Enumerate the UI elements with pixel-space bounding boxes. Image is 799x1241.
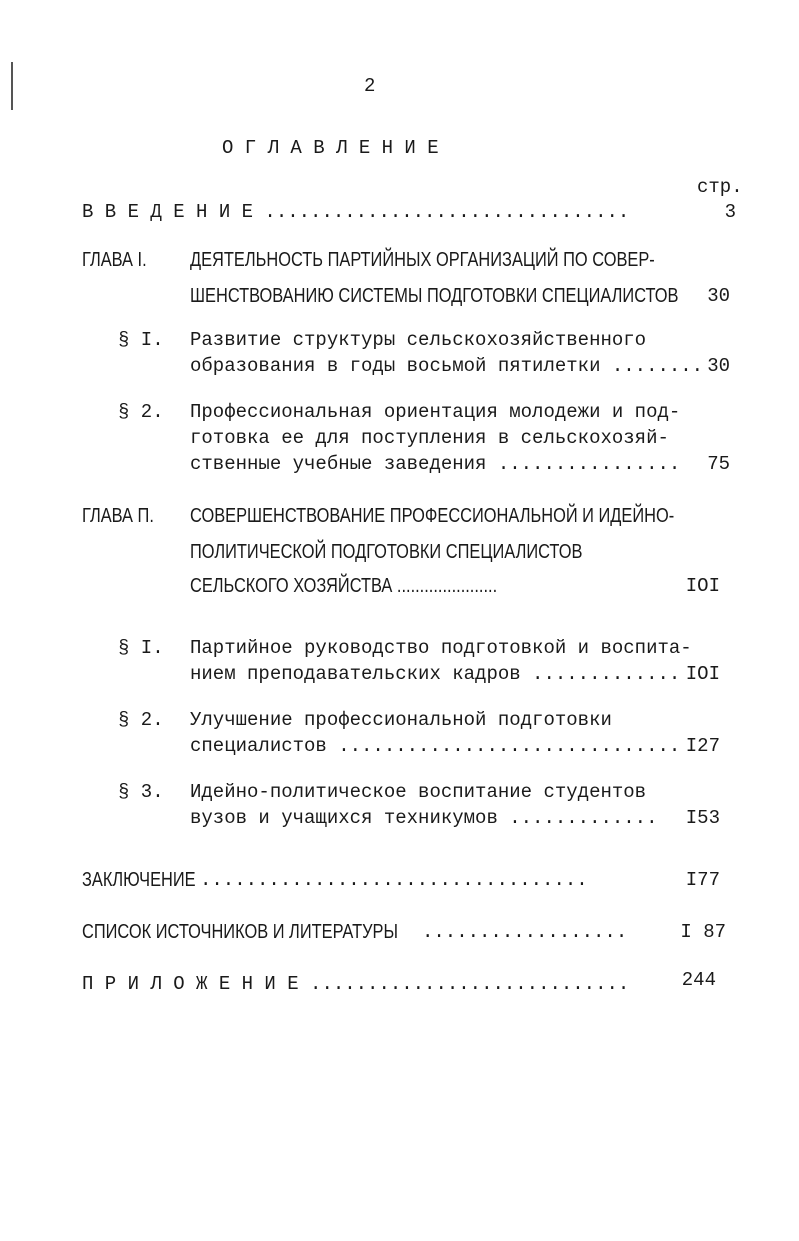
section-number: § I. — [118, 637, 164, 659]
chapter2-page: IOI — [685, 575, 720, 597]
page-number: 2 — [364, 75, 376, 97]
section-number: § 2. — [118, 401, 164, 423]
section-page: I53 — [685, 807, 720, 829]
chapter1-page: 30 — [707, 285, 730, 307]
chapter2-title-line3: СЕЛЬСКОГО ХОЗЯЙСТВА ...................... — [190, 575, 498, 597]
section-title-line1: Партийное руководство подготовкой и воспита- — [190, 637, 692, 659]
section-title-line1: Улучшение профессиональной подготовки — [190, 709, 612, 731]
chapter2-prefix: ГЛАВА П. — [82, 505, 154, 527]
sources-dots: .................. — [422, 921, 628, 943]
section-title-line2: вузов и учащихся техникумов ............. — [190, 807, 658, 829]
intro-label: В В Е Д Е Н И Е ................................ — [82, 201, 630, 223]
chapter2-title-line2: ПОЛИТИЧЕСКОЙ ПОДГОТОВКИ СПЕЦИАЛИСТОВ — [190, 541, 583, 563]
sources-page: I 87 — [680, 921, 726, 943]
conclusion-label: ЗАКЛЮЧЕНИЕ — [82, 869, 196, 891]
conclusion-dots: .................................. — [200, 869, 588, 891]
section-title-line2: специалистов .............................. — [190, 735, 681, 757]
appendix-page: 244 — [681, 969, 716, 991]
section-number: § 2. — [118, 709, 164, 731]
section-title-line2: образования в годы восьмой пятилетки ........ — [190, 355, 704, 377]
section-number: § 3. — [118, 781, 164, 803]
section-page: 30 — [707, 355, 730, 377]
toc-title: О Г Л А В Л Е Н И Е — [222, 137, 439, 159]
section-title-line1: Развитие структуры сельскохозяйственного — [190, 329, 647, 351]
chapter1-prefix: ГЛАВА I. — [82, 249, 147, 271]
margin-line — [11, 62, 13, 110]
chapter1-title-line1: ДЕЯТЕЛЬНОСТЬ ПАРТИЙНЫХ ОРГАНИЗАЦИЙ ПО СОВЕР- — [190, 249, 655, 271]
section-number: § I. — [118, 329, 164, 351]
chapter1-title-line2: ШЕНСТВОВАНИЮ СИСТЕМЫ ПОДГОТОВКИ СПЕЦИАЛИСТОВ — [190, 285, 679, 307]
intro-page: 3 — [724, 201, 736, 223]
appendix-label: П Р И Л О Ж Е Н И Е ............................ — [82, 973, 630, 995]
section-title-line3: ственные учебные заведения ................ — [190, 453, 681, 475]
section-page: IOI — [685, 663, 720, 685]
chapter2-title-line1: СОВЕРШЕНСТВОВАНИЕ ПРОФЕССИОНАЛЬНОЙ И ИДЕЙНО- — [190, 505, 675, 527]
page-column-header: стр. — [697, 176, 743, 198]
conclusion-page: I77 — [685, 869, 720, 891]
section-title-line1: Идейно-политическое воспитание студентов — [190, 781, 647, 803]
sources-label: СПИСОК ИСТОЧНИКОВ И ЛИТЕРАТУРЫ — [82, 921, 398, 943]
section-page: I27 — [685, 735, 720, 757]
section-page: 75 — [707, 453, 730, 475]
section-title-line2: готовка ее для поступления в сельскохозяй- — [190, 427, 669, 449]
section-title-line1: Профессиональная ориентация молодежи и под- — [190, 401, 681, 423]
section-title-line2: нием преподавательских кадров ............. — [190, 663, 681, 685]
